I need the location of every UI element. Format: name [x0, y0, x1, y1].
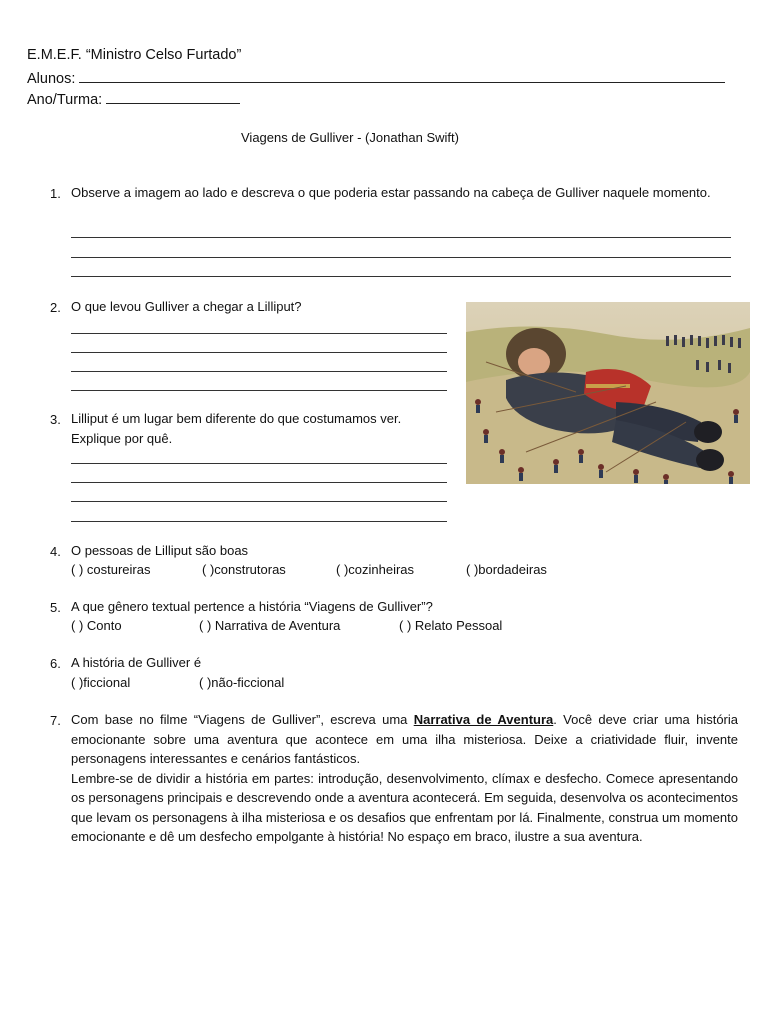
- question-6-text: A história de Gulliver é: [71, 655, 202, 670]
- answer-line[interactable]: [71, 371, 447, 372]
- answer-line[interactable]: [71, 463, 447, 464]
- question-7-intro-continued: . Você deve criar uma história emocionante sobre uma aventura que acontece em uma ilha misteriosa. Deixe a criatividade fluir, invente personagens interessantes e cenários fantásticos.: [71, 712, 738, 766]
- option-checkbox[interactable]: ( )cozinheiras: [336, 562, 415, 577]
- answer-line[interactable]: [71, 237, 731, 238]
- class-label: Ano/Turma:: [27, 92, 103, 108]
- question-number: 2.: [50, 300, 61, 315]
- answer-line[interactable]: [71, 501, 447, 502]
- answer-line[interactable]: [71, 482, 447, 483]
- question-7-text: [71, 710, 738, 847]
- option-checkbox[interactable]: ( ) Conto: [71, 618, 122, 633]
- question-2-text: O que levou Gulliver a chegar a Lilliput?: [71, 299, 302, 314]
- question-7-paragraph-1: [71, 710, 738, 769]
- question-3-text-continued: Explique por quê.: [71, 431, 173, 446]
- emphasis-genre: Narrativa de Aventura: [413, 712, 554, 727]
- question-number: 1.: [50, 186, 61, 201]
- question-number: 5.: [50, 600, 61, 615]
- question-number: 4.: [50, 544, 61, 559]
- option-checkbox[interactable]: ( )construtoras: [202, 562, 286, 577]
- class-blank[interactable]: [106, 89, 240, 104]
- answer-line[interactable]: [71, 333, 447, 334]
- answer-line[interactable]: [71, 276, 731, 277]
- worksheet-title: Viagens de Gulliver - (Jonathan Swift): [241, 130, 459, 145]
- option-checkbox[interactable]: ( )ficcional: [71, 675, 131, 690]
- option-checkbox[interactable]: ( ) Relato Pessoal: [399, 618, 503, 633]
- students-blank[interactable]: [79, 68, 725, 83]
- students-field: [27, 68, 727, 88]
- option-checkbox[interactable]: ( )não-ficcional: [199, 675, 285, 690]
- question-number: 6.: [50, 656, 61, 671]
- answer-line[interactable]: [71, 390, 447, 391]
- answer-line[interactable]: [71, 521, 447, 522]
- question-number: 3.: [50, 412, 61, 427]
- gulliver-illustration: [466, 302, 750, 484]
- question-1-text: Observe a imagem ao lado e descreva o que poderia estar passando na cabeça de Gulliver naquele momento.: [71, 185, 711, 200]
- question-number: 7.: [50, 713, 61, 728]
- question-7-intro: Com base no filme “Viagens de Gulliver”, escreva uma: [71, 712, 414, 727]
- answer-line[interactable]: [71, 352, 447, 353]
- question-7-paragraph-2: Lembre-se de dividir a história em partes: introdução, desenvolvimento, clímax e desfecho. Comece apresentando os personagens principais e descrevendo onde a aventura acontecerá. Em seguida, desenvolva os acontecimentos que levam os personagens à ilha misteriosa e os desafios que enfrentam por lá. Finalmente, construa um momento emocionante e dê um desfecho empolgante à história! No espaço em braco, ilustre a sua aventura.: [71, 770, 738, 844]
- gulliver-illustration-drawing: [466, 302, 750, 484]
- question-3-text: Lilliput é um lugar bem diferente do que costumamos ver.: [71, 411, 402, 426]
- question-5-text: A que gênero textual pertence a história “Viagens de Gulliver”?: [71, 599, 433, 614]
- option-checkbox[interactable]: ( ) Narrativa de Aventura: [199, 618, 341, 633]
- school-name: E.M.E.F. “Ministro Celso Furtado”: [27, 47, 242, 63]
- answer-line[interactable]: [71, 257, 731, 258]
- option-checkbox[interactable]: ( )bordadeiras: [466, 562, 547, 577]
- students-label: Alunos:: [27, 71, 76, 87]
- question-4-text: O pessoas de Lilliput são boas: [71, 543, 249, 558]
- class-field: [27, 89, 240, 109]
- option-checkbox[interactable]: ( ) costureiras: [71, 562, 151, 577]
